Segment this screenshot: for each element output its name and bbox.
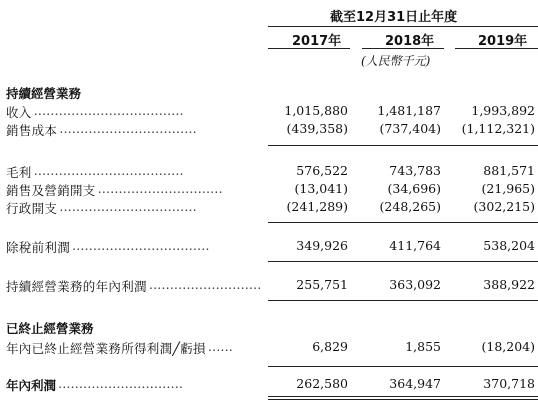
year-rule-2019: [455, 48, 538, 49]
row-label: 年內已終止經營業務所得利潤╱虧損: [6, 341, 206, 356]
row-value-2019: 881,571: [483, 163, 535, 178]
row-leader-dots: ………………………………: [33, 103, 184, 118]
year-2017-header: 2017年: [292, 34, 342, 49]
row-value-2018: 364,947: [389, 376, 441, 391]
unit-label: (人民幣千元): [361, 54, 431, 68]
row-value-2019: (1,112,321): [461, 121, 535, 136]
section-continuing: 持續經營業務: [6, 86, 82, 101]
row-value-2019: 370,718: [483, 376, 535, 391]
rule-after-cost: [268, 145, 538, 146]
row-label: 銷售及營銷開支: [6, 183, 96, 198]
row-value-2018: 1,481,187: [377, 103, 441, 118]
row-value-2019: (302,215): [473, 199, 535, 214]
year-2019-header: 2019年: [478, 34, 528, 49]
row-value-2019: 388,922: [483, 277, 535, 292]
row-label: 毛利: [6, 165, 32, 180]
row-label: 持續經營業務的年內利潤: [6, 279, 147, 294]
row-leader-dots: …………………………: [97, 181, 223, 196]
row-value-2019: (18,204): [481, 339, 535, 354]
row-label: 行政開支: [6, 201, 58, 216]
rule-after-pbt: [268, 261, 538, 262]
total-double-rule-2: [268, 399, 538, 400]
year-2018-header: 2018年: [385, 34, 435, 49]
row-value-2018: 411,764: [389, 238, 441, 253]
row-value-2018: (737,404): [379, 121, 441, 136]
row-value-2017: 349,926: [296, 238, 348, 253]
section-discontinued: 已終止經營業務: [6, 321, 94, 336]
row-label: 除稅前利潤: [6, 240, 71, 255]
row-value-2018: (34,696): [387, 181, 441, 196]
row-value-2017: (241,289): [286, 199, 348, 214]
row-leader-dots: …………………………: [58, 376, 184, 391]
row-value-2017: 576,522: [296, 163, 348, 178]
year-rule-2018: [362, 48, 444, 49]
header-rule: [268, 26, 538, 27]
row-leader-dots: ……: [207, 339, 233, 354]
row-label: 收入: [6, 105, 32, 120]
row-leader-dots: ………………………: [148, 277, 262, 292]
row-leader-dots: ……………………………: [72, 238, 210, 253]
row-value-2017: (439,358): [286, 121, 348, 136]
row-value-2017: (13,041): [294, 181, 348, 196]
row-value-2017: 262,580: [296, 376, 348, 391]
row-leader-dots: ………………………………: [33, 163, 184, 178]
period-caption: 截至12月31日止年度: [330, 10, 458, 25]
row-label: 年內利潤: [6, 378, 57, 393]
row-value-2019: 538,204: [483, 238, 535, 253]
row-value-2017: 255,751: [296, 277, 348, 292]
row-value-2018: 1,855: [405, 339, 441, 354]
total-double-rule-1: [268, 396, 538, 397]
row-value-2017: 1,015,880: [284, 103, 348, 118]
row-value-2018: 363,092: [389, 277, 441, 292]
row-value-2018: (248,265): [379, 199, 441, 214]
rule-before-total: [268, 366, 538, 367]
row-value-2019: 1,993,892: [471, 103, 535, 118]
row-value-2017: 6,829: [312, 339, 348, 354]
row-value-2019: (21,965): [481, 181, 535, 196]
row-label: 銷售成本: [6, 123, 58, 138]
row-leader-dots: ……………………………: [59, 121, 197, 136]
row-value-2018: 743,783: [389, 163, 441, 178]
rule-after-admin: [268, 222, 538, 223]
row-leader-dots: ……………………………: [59, 199, 197, 214]
rule-after-continuing: [268, 300, 538, 301]
year-rule-2017: [268, 48, 350, 49]
